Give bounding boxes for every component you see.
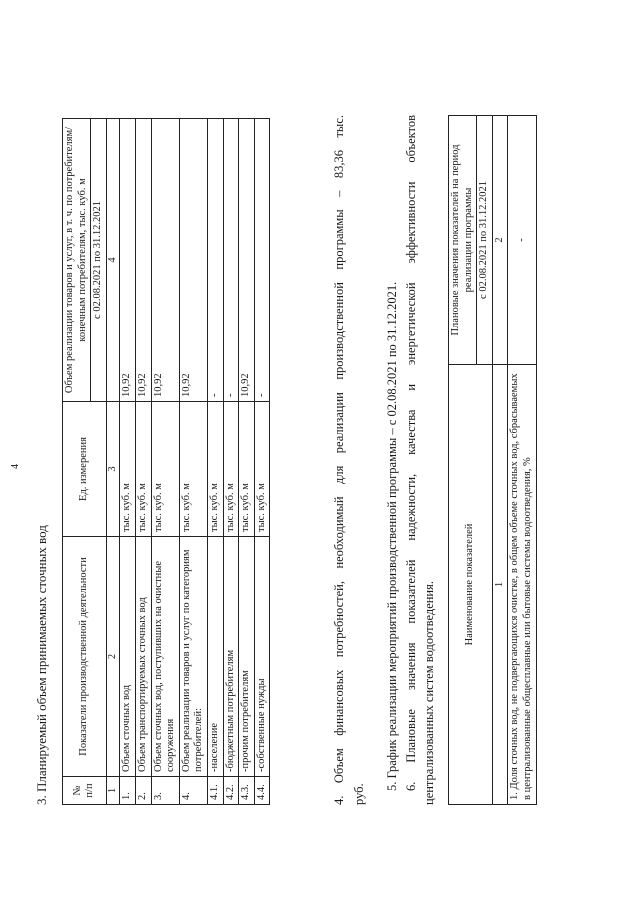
table1-column-numbers xyxy=(106,119,120,805)
row-num: 4.1. xyxy=(207,777,223,805)
table1-header-row xyxy=(63,119,91,805)
paragraph-6-indicators: 6. Плановые значения показателей надежности, качества и энергетической эффективности объектов xyxy=(404,115,418,791)
col-number: 4 xyxy=(106,119,120,402)
header-indicator: Показатели производственной деятельности xyxy=(63,537,107,777)
table-row xyxy=(254,119,270,805)
header-num: № п/п xyxy=(63,777,107,805)
row-unit: тыс. куб. м xyxy=(254,402,270,537)
row-num: 3. xyxy=(151,777,179,805)
col-number: 2 xyxy=(492,116,508,365)
row-unit: тыс. куб. м xyxy=(239,402,255,537)
row-value: - xyxy=(223,119,239,402)
row-value: 10,92 xyxy=(151,119,179,402)
row-unit: тыс. куб. м xyxy=(207,402,223,537)
table-row xyxy=(151,119,179,805)
row-unit: тыс. куб. м xyxy=(120,402,136,537)
row-value: 10,92 xyxy=(239,119,255,402)
row-name: Объем сточных вод, поступивших на очистные сооружения xyxy=(151,537,179,777)
row-value: - xyxy=(508,116,536,365)
col-number: 2 xyxy=(106,537,120,777)
table2-column-numbers xyxy=(492,116,508,805)
wastewater-volume-table xyxy=(62,118,270,805)
row-num: 4.3. xyxy=(239,777,255,805)
row-value: 10,92 xyxy=(179,119,207,402)
page-number: 4 xyxy=(10,464,21,469)
col-number: 3 xyxy=(106,402,120,537)
row-unit: тыс. куб. м xyxy=(223,402,239,537)
table-row xyxy=(120,119,136,805)
header-period: с 02.08.2021 по 31.12.2021 xyxy=(91,119,107,402)
col-number: 1 xyxy=(492,365,508,805)
header-volume: Объем реализации товаров и услуг, в т. ч. по потребителям/ конечным потребителям, тыс. куб. м xyxy=(63,119,91,402)
header-planned-values: Плановые значения показателей на период реализации программы xyxy=(449,116,477,365)
row-name: -собственные нужды xyxy=(254,537,270,777)
paragraph-4-financial-needs: 4. Объем финансовых потребностей, необходимый для реализации производственной программы – 83,36 тыс. xyxy=(332,115,346,805)
section-3-heading: 3. Планируемый объем принимаемых сточных вод xyxy=(34,525,49,805)
header-unit: Ед. измерения xyxy=(63,402,107,537)
row-value: - xyxy=(254,119,270,402)
table-row xyxy=(223,119,239,805)
header-indicator-name: Наименование показателей xyxy=(449,365,493,805)
table-row xyxy=(239,119,255,805)
row-name: -население xyxy=(207,537,223,777)
row-name: -прочим потребителям xyxy=(239,537,255,777)
row-num: 1. xyxy=(120,777,136,805)
row-num: 4.2. xyxy=(223,777,239,805)
row-name: 1. Доля сточных вод, не подвергающихся очистке, в общем объеме сточных вод, сбрасываемых в централизованные общесплавные или бытовые системы водоотведения, % xyxy=(508,365,536,805)
paragraph-6-continuation: централизованных систем водоотведения. xyxy=(422,581,436,805)
paragraph-4-continuation: руб. xyxy=(352,783,366,805)
table-row xyxy=(135,119,151,805)
planned-indicators-table xyxy=(448,115,537,805)
row-unit: тыс. куб. м xyxy=(179,402,207,537)
row-name: Объем реализации товаров и услуг по категориям потребителей: xyxy=(179,537,207,777)
row-name: Объем транспортируемых сточных вод xyxy=(135,537,151,777)
row-value: - xyxy=(207,119,223,402)
row-name: Объем сточных вод xyxy=(120,537,136,777)
row-num: 4.4. xyxy=(254,777,270,805)
table-row xyxy=(207,119,223,805)
row-unit: тыс. куб. м xyxy=(135,402,151,537)
table2-header-row xyxy=(449,116,477,805)
paragraph-5-schedule: 5. График реализации мероприятий производственной программы – с 02.08.2021 по 31.12.2021. xyxy=(385,281,399,791)
row-unit: тыс. куб. м xyxy=(151,402,179,537)
row-num: 2. xyxy=(135,777,151,805)
table-row xyxy=(179,119,207,805)
row-name: -бюджетным потребителям xyxy=(223,537,239,777)
row-value: 10,92 xyxy=(120,119,136,402)
col-number: 1 xyxy=(106,777,120,805)
row-value: 10,92 xyxy=(135,119,151,402)
row-num: 4. xyxy=(179,777,207,805)
header-period: с 02.08.2021 по 31.12.2021 xyxy=(477,116,493,365)
table-row xyxy=(508,116,536,805)
